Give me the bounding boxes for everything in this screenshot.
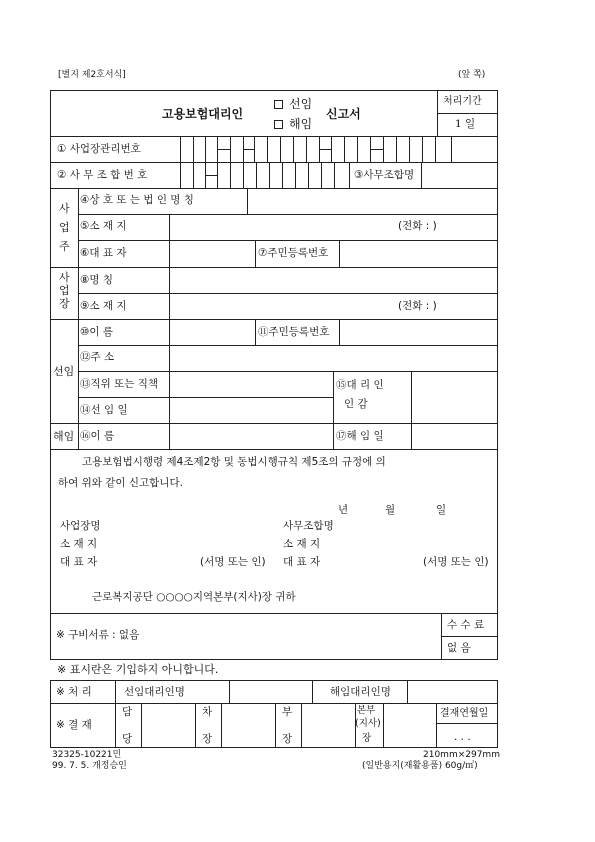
appoint-name-field[interactable] (170, 320, 254, 344)
agent-seal-field[interactable] (412, 372, 497, 422)
representative-label: ⑥대 표 자 (80, 247, 127, 259)
fee-label: 수 수 료 (447, 619, 485, 631)
resident-no-7-label: ⑦주민등록번호 (258, 247, 329, 259)
approval-a1-bottom: 당 (122, 733, 133, 745)
approval-a2-bottom: 장 (202, 733, 213, 745)
attachments-label: ※ 구비서류 : 없음 (56, 629, 140, 641)
appoint-position-label: ⑬직위 또는 직책 (80, 378, 159, 390)
corp-name-label: ④상 호 또 는 법 인 명 칭 (80, 194, 194, 206)
approval-label: ※ 결 재 (56, 719, 92, 731)
dismiss-agent-field[interactable] (408, 681, 497, 702)
period-value: 1 일 (455, 118, 476, 130)
right-rep-label: 대 표 자 (283, 556, 321, 568)
site-address-label: ⑨소 재 지 (80, 300, 127, 312)
fee-value: 없 음 (447, 642, 471, 654)
paper-size: 210mm×297mm (423, 750, 500, 760)
resident-no-11-label: ⑪주민등록번호 (258, 326, 330, 338)
employer-group-3: 주 (59, 240, 70, 253)
appoint-checkbox[interactable] (274, 98, 283, 110)
appoint-address-label: ⑫주 소 (80, 351, 115, 363)
site-phone: (전화 : ) (398, 300, 437, 312)
left-address-label: 소 재 지 (60, 538, 98, 550)
period-label: 처리기간 (443, 96, 482, 107)
site-group-1: 사 (59, 271, 70, 284)
paper-type: (일반용지(재활용품) 60g/㎡) (362, 761, 478, 771)
approval-a3-top: 부 (282, 706, 293, 718)
approval-a2-top: 차 (202, 706, 213, 718)
process-label: ※ 처 리 (56, 686, 92, 698)
resident-no-11-field[interactable] (340, 320, 497, 344)
approval-a4-field[interactable] (384, 704, 435, 747)
approval-a1-field[interactable] (142, 704, 194, 747)
appoint-position-field[interactable] (170, 372, 332, 396)
declaration-line-1: 고용보험법시행령 제4조제2항 및 동법시행규칙 제5조의 규정에 의 (82, 456, 386, 468)
form-approval: 99. 7. 5. 개정승인 (52, 761, 127, 771)
approval-date-value[interactable]: . . . (454, 731, 471, 743)
right-sign: (서명 또는 인) (423, 556, 489, 568)
dismiss-agent-label: 해임대리인명 (330, 686, 391, 698)
form-title-suffix: 신고서 (326, 107, 361, 121)
left-sign: (서명 또는 인) (200, 556, 266, 568)
mgmt-no-label: ① 사업장관리번호 (57, 143, 141, 155)
date-day: 일 (436, 504, 447, 516)
office-note: ※ 표시란은 기입하지 아니합니다. (57, 663, 219, 676)
declaration-line-2: 하여 위와 같이 신고합니다. (58, 477, 183, 489)
dismiss-date-field[interactable] (412, 424, 497, 448)
appoint-group: 선임 (53, 365, 75, 378)
approval-a4-bottom: 장 (362, 733, 372, 744)
page-side: (앞 쪽) (458, 70, 486, 80)
approval-a2-field[interactable] (222, 704, 274, 747)
dismiss-name-field[interactable] (170, 424, 332, 448)
dismiss-checkbox[interactable] (274, 118, 283, 130)
approval-date-label: 결재연월일 (440, 708, 489, 719)
union-name-field[interactable] (422, 163, 497, 187)
right-union-name-label: 사무조합명 (283, 520, 334, 532)
employer-address-label: ⑤소 재 지 (80, 220, 127, 232)
right-address-label: 소 재 지 (283, 538, 321, 550)
date-year: 년 (338, 504, 349, 516)
dismiss-date-label: ⑰해 임 일 (336, 430, 384, 442)
appoint-agent-label: 선임대리인명 (124, 686, 185, 698)
form-code: 32325-10221민 (52, 750, 122, 760)
site-name-field[interactable] (170, 268, 497, 292)
appoint-date-field[interactable] (170, 398, 332, 422)
site-name-label: ⑧명 칭 (80, 274, 114, 286)
employer-group-2: 업 (59, 221, 70, 234)
approval-a4-mid: (지사) (355, 718, 381, 729)
employer-address-field[interactable] (170, 215, 497, 239)
resident-no-7-field[interactable] (340, 241, 497, 266)
agent-seal-label-bottom: 인 감 (344, 398, 368, 410)
site-group-3: 장 (59, 297, 70, 310)
dismiss-group: 해임 (53, 430, 75, 443)
approval-a4-top: 본부 (357, 705, 376, 716)
appoint-label: 선임 (289, 97, 313, 111)
dismiss-name-label: ⑯이 름 (80, 430, 115, 442)
union-no-label: ② 사 무 조 합 번 호 (57, 169, 148, 181)
union-name-label: ③사무조합명 (354, 169, 415, 181)
appoint-name-label: ⑩이 름 (80, 326, 114, 338)
corp-name-field[interactable] (248, 189, 497, 213)
employer-group-1: 사 (59, 202, 70, 215)
employer-phone: (전화 : ) (398, 220, 437, 232)
form-number: [별지 제2호서식] (58, 70, 126, 80)
left-rep-label: 대 표 자 (60, 556, 98, 568)
appoint-agent-field[interactable] (230, 681, 311, 702)
recipient: 근로복지공단 ○○○○지역본부(지사)장 귀하 (92, 591, 296, 603)
approval-a1-top: 담 (122, 706, 133, 718)
representative-field[interactable] (170, 241, 254, 266)
site-group-2: 업 (59, 284, 70, 297)
approval-a3-field[interactable] (302, 704, 354, 747)
date-month: 월 (385, 504, 396, 516)
form-title: 고용보험대리인 (162, 107, 244, 121)
appoint-address-field[interactable] (170, 346, 497, 370)
site-address-field[interactable] (170, 294, 497, 318)
dismiss-label: 해임 (289, 117, 313, 131)
left-site-name-label: 사업장명 (60, 520, 101, 532)
approval-a3-bottom: 장 (282, 733, 293, 745)
agent-seal-label-top: ⑮대 리 인 (336, 379, 384, 391)
appoint-date-label: ⑭선 임 일 (80, 404, 128, 416)
